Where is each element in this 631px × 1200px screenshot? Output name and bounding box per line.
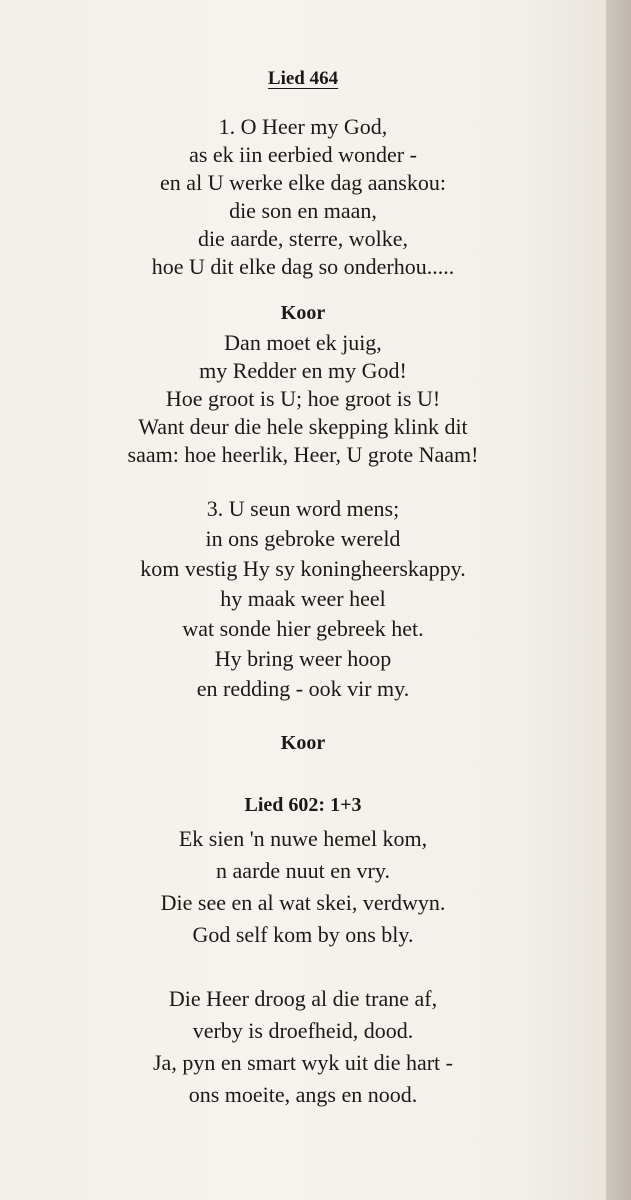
verse3-line: hy maak weer heel [220,586,386,611]
lied602-verse1-line: Ek sien 'n nuwe hemel kom, [178,826,428,851]
verse1-line: die aarde, sterre, wolke, [197,226,409,251]
chorus-line: my Redder en my God! [199,358,407,383]
lied-602-title: Lied 602: 1+3 [244,794,362,816]
background-edge [606,0,631,1200]
verse3-line: in ons gebroke wereld [205,526,401,551]
verse1-line: 1. O Heer my God, [218,114,388,139]
verse3-line: en redding - ook vir my. [196,676,410,701]
lied-464-title: Lied 464 [267,68,339,89]
chorus-line: Hoe groot is U; hoe groot is U! [165,386,441,411]
verse1-line: as ek iin eerbied wonder - [189,142,417,167]
verse3-line: Hy bring weer hoop [214,646,392,671]
chorus-repeat-heading: Koor [280,732,326,754]
chorus-heading: Koor [280,302,326,324]
lied602-verse1-line: Die see en al wat skei, verdwyn. [160,890,446,915]
lied602-verse3-line: Die Heer droog al die trane af, [168,986,438,1011]
chorus-line: saam: hoe heerlik, Heer, U grote Naam! [127,442,479,467]
lied602-verse3-line: Ja, pyn en smart wyk uit die hart - [153,1050,453,1075]
verse3-line: wat sonde hier gebreek het. [182,616,424,641]
chorus-line: Want deur die hele skepping klink dit [138,414,468,439]
verse3-line: 3. U seun word mens; [206,496,400,521]
verse3-line: kom vestig Hy sy koningheerskappy. [140,556,466,581]
lied602-verse1-line: n aarde nuut en vry. [216,858,390,883]
lied602-verse3-line: verby is droefheid, dood. [192,1018,414,1043]
chorus-line: Dan moet ek juig, [224,330,382,355]
verse1-line: en al U werke elke dag aanskou: [160,170,446,195]
verse1-line: die son en maan, [229,198,377,223]
lied602-verse1-line: God self kom by ons bly. [192,922,414,947]
lied602-verse3-line: ons moeite, angs en nood. [188,1082,418,1107]
verse1-line: hoe U dit elke dag so onderhou..... [151,254,455,279]
